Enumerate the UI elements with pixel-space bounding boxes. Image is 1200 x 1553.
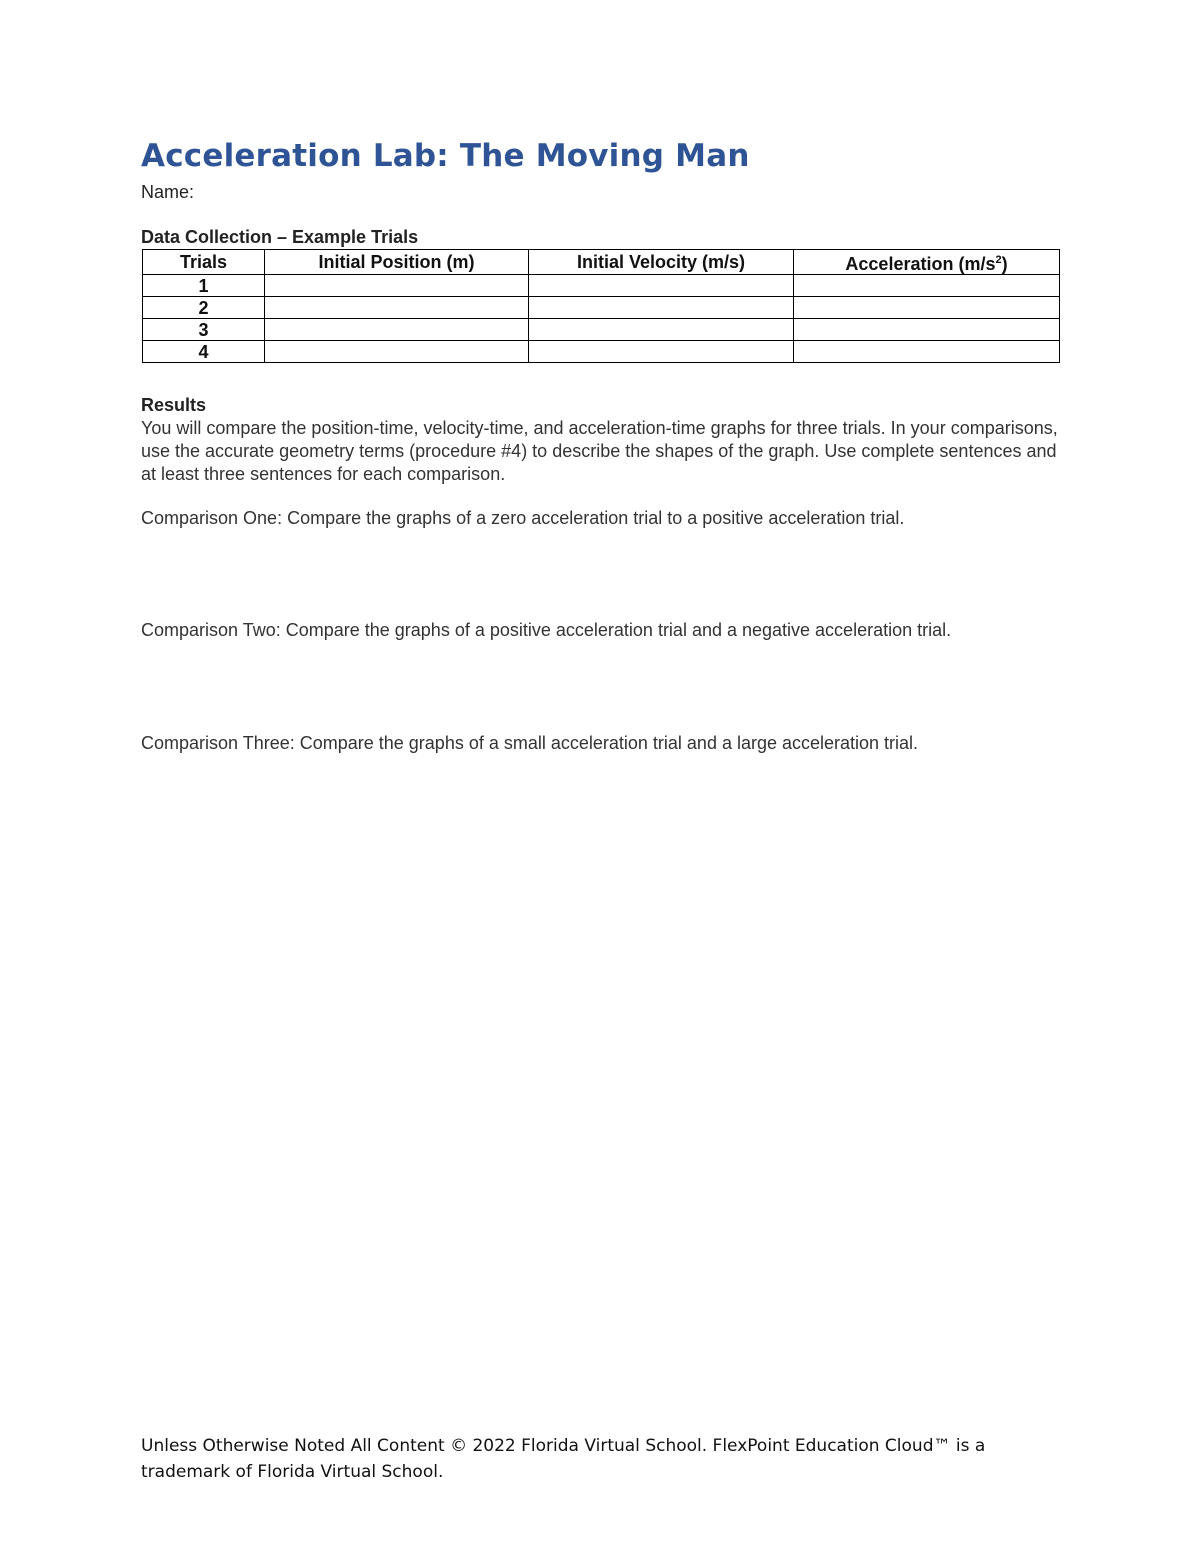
results-instructions: You will compare the position-time, velocity-time, and acceleration-time graphs for three trials. In your comparisons, use the accurate geometry terms (procedure #4) to describe the shapes of the graph. Use complete sentences and at least three sentences for each comparison. [141, 418, 1058, 484]
table-row [143, 297, 1060, 319]
table-row [143, 319, 1060, 341]
acceleration-header-close: ) [1001, 254, 1008, 274]
initial-position-cell[interactable] [265, 297, 529, 319]
initial-position-cell[interactable] [265, 341, 529, 363]
initial-velocity-cell[interactable] [529, 341, 794, 363]
trials-table [142, 249, 1060, 363]
trial-number-cell: 2 [143, 297, 265, 319]
acceleration-cell[interactable] [794, 275, 1060, 297]
acceleration-header-exponent: 2 [995, 254, 1002, 266]
acceleration-cell[interactable] [794, 319, 1060, 341]
initial-velocity-cell[interactable] [529, 297, 794, 319]
comparison-two-prompt: Comparison Two: Compare the graphs of a positive acceleration trial and a negative acceleration trial. [141, 620, 952, 640]
comparison-three-prompt: Comparison Three: Compare the graphs of a small acceleration trial and a large acceleration trial. [141, 733, 919, 753]
trial-number-cell: 3 [143, 319, 265, 341]
column-header-acceleration [794, 250, 1060, 275]
comparison-one-prompt: Comparison One: Compare the graphs of a zero acceleration trial to a positive acceleration trial. [141, 508, 905, 528]
acceleration-header-text: Acceleration (m/s [845, 254, 996, 274]
column-header-initial-velocity: Initial Velocity (m/s) [529, 250, 794, 275]
table-row [143, 275, 1060, 297]
table-row [143, 341, 1060, 363]
copyright-footer: Unless Otherwise Noted All Content © 2022 Florida Virtual School. FlexPoint Education Cloud™ is a trademark of Florida Virtual School. [141, 1436, 986, 1482]
name-label: Name: [141, 182, 195, 202]
initial-velocity-cell[interactable] [529, 275, 794, 297]
data-collection-heading: Data Collection – Example Trials [141, 227, 419, 247]
initial-position-cell[interactable] [265, 319, 529, 341]
acceleration-cell[interactable] [794, 297, 1060, 319]
trial-number-cell: 4 [143, 341, 265, 363]
trial-number-cell: 1 [143, 275, 265, 297]
page-title: Acceleration Lab: The Moving Man [141, 138, 750, 174]
acceleration-cell[interactable] [794, 341, 1060, 363]
table-header-row [143, 250, 1060, 275]
column-header-initial-position: Initial Position (m) [265, 250, 529, 275]
results-heading: Results [141, 395, 207, 415]
initial-velocity-cell[interactable] [529, 319, 794, 341]
initial-position-cell[interactable] [265, 275, 529, 297]
column-header-trials: Trials [143, 250, 265, 275]
